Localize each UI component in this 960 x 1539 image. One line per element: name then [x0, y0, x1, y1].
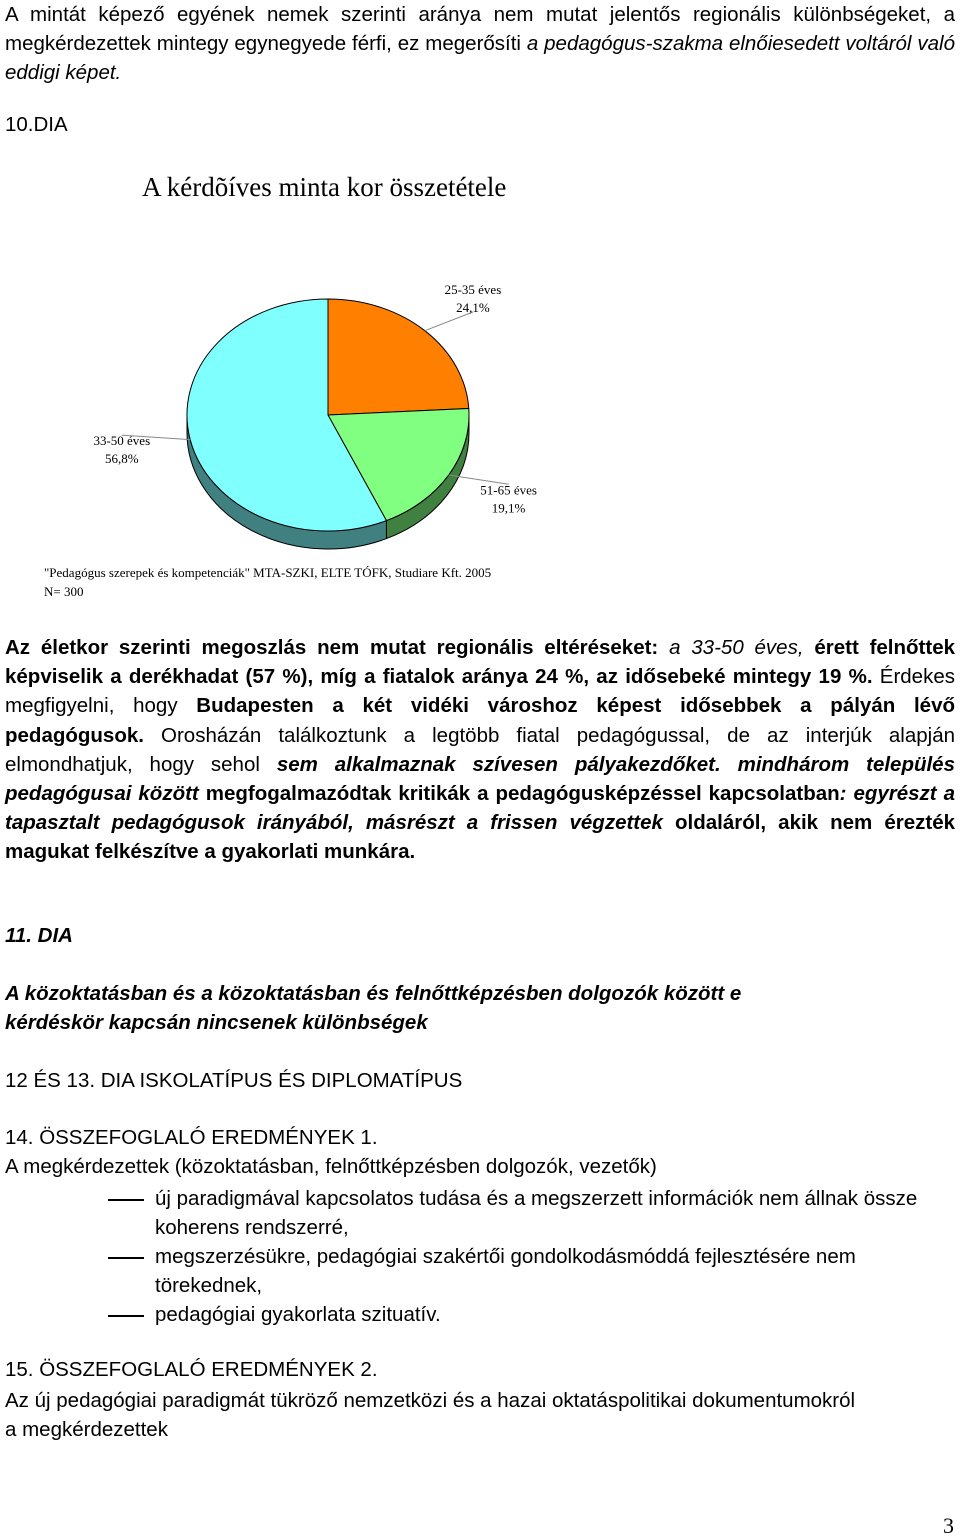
- dia14-bullet-1: új paradigmával kapcsolatos tudása és a megszerzett információk nem állnak össze koherens rendszerré,: [155, 1187, 918, 1240]
- chart-title: A kérdõíves minta kor összetétele: [142, 172, 507, 202]
- bullet-dash-1: [108, 1199, 144, 1201]
- analysis-s8: alkalmaznak szívesen pályakezdőket.: [334, 752, 721, 776]
- analysis-s3: érett felnőttek képviselik a derékhadat (57 %), míg a fiatalok aránya 24 %, az idősebeké mintegy 19 %.: [5, 636, 955, 689]
- dia15-heading: 15. ÖSSZEFOGLALÓ EREDMÉNYEK 2.: [5, 1358, 378, 1381]
- dia14-bullet-2: megszerzésükre, pedagógiai szakértői gondolkodásmóddá fejlesztésére nem törekednek,: [155, 1245, 856, 1298]
- analysis-s5: Budapesten a két vidéki városhoz képest idősebbek a pályán lévő pedagógusok.: [5, 694, 956, 747]
- intro-text-italic: a pedagógus-szakma elnőiesedett voltáról való eddigi képet.: [5, 32, 955, 85]
- analysis-paragraph: [5, 633, 955, 867]
- pie-slice-25-35-ves: [328, 299, 469, 415]
- analysis-s12: : egyrészt a tapasztalt pedagógusok irányából, másrészt a frissen végzettek: [5, 782, 955, 835]
- dia11-heading: 11. DIA: [5, 924, 73, 947]
- page-number: 3: [943, 1513, 954, 1538]
- dia14-heading: 14. ÖSSZEFOGLALÓ EREDMÉNYEK 1.: [5, 1126, 378, 1149]
- pie-label-value-25-35-ves: 24,1%: [456, 299, 490, 315]
- analysis-s4: Érdekes megfigyelni, hogy: [5, 665, 955, 718]
- analysis-s13: oldaláról, akik nem érezték magukat felkészítve a gyakorlati munkára.: [5, 811, 956, 864]
- intro-paragraph: [5, 0, 955, 88]
- pie-label-name-25-35-ves: 25-35 éves: [444, 281, 502, 297]
- analysis-s1: Az életkor szerinti megoszlás nem mutat regionális eltéréseket:: [5, 636, 670, 659]
- analysis-s6: Orosházán találkoztunk a legtöbb fiatal pedagógussal, de az interjúk alapján elmondhatjuk, hogy sehol: [5, 723, 955, 776]
- dia11-text-line1: A közoktatásban és a közoktatásban és felnőttképzésben dolgozók között e: [5, 982, 742, 1005]
- dia10-heading: 10.DIA: [5, 113, 68, 136]
- analysis-s9: mindhárom település pedagógusai: [5, 752, 955, 806]
- analysis-s2: a 33-50 éves,: [669, 636, 804, 659]
- dia15-text: Az új pedagógiai paradigmát tükröző nemzetközi és a hazai oktatáspolitikai dokumentumokról a megkérdezettek: [5, 1389, 856, 1442]
- dia14-intro: A megkérdezettek (közoktatásban, felnőttképzésben dolgozók, vezetők): [5, 1155, 657, 1178]
- analysis-s7: sem: [276, 752, 318, 776]
- bullet-dash-3: [108, 1315, 144, 1317]
- pie-label-name-51-65-ves: 51-65 éves: [480, 482, 537, 498]
- analysis-s11: megfogalmazódtak kritikák a pedagógusképzéssel kapcsolatban: [198, 782, 840, 806]
- pie-tops: [187, 299, 469, 531]
- dia12-13-heading: 12 ÉS 13. DIA ISKOLATÍPUS ÉS DIPLOMATÍPUS: [5, 1069, 463, 1092]
- dia11-text-line2: kérdéskör kapcsán nincsenek különbségek: [5, 1011, 428, 1034]
- intro-text: A mintát képező egyének nemek szerinti aránya nem mutat jelentős regionális különbségeket, a megkérdezettek mintegy egynegyede férfi, ez megerősíti: [5, 3, 955, 56]
- bullet-dash-2: [108, 1257, 144, 1259]
- pie-label-name-33-50-ves: 33-50 éves: [93, 433, 151, 449]
- pie-label-value-51-65-ves: 19,1%: [491, 500, 526, 516]
- chart-sample-size: N= 300: [44, 584, 84, 599]
- chart-source: "Pedagógus szerepek és kompetenciák" MTA-SZKI, ELTE TÓFK, Studiare Kft. 2005: [44, 565, 492, 580]
- analysis-s10: között: [138, 782, 199, 806]
- pie-chart: [93, 275, 537, 555]
- dia14-bullet-3: pedagógiai gyakorlata szituatív.: [155, 1303, 441, 1326]
- pie-label-value-33-50-ves: 56,8%: [104, 451, 139, 467]
